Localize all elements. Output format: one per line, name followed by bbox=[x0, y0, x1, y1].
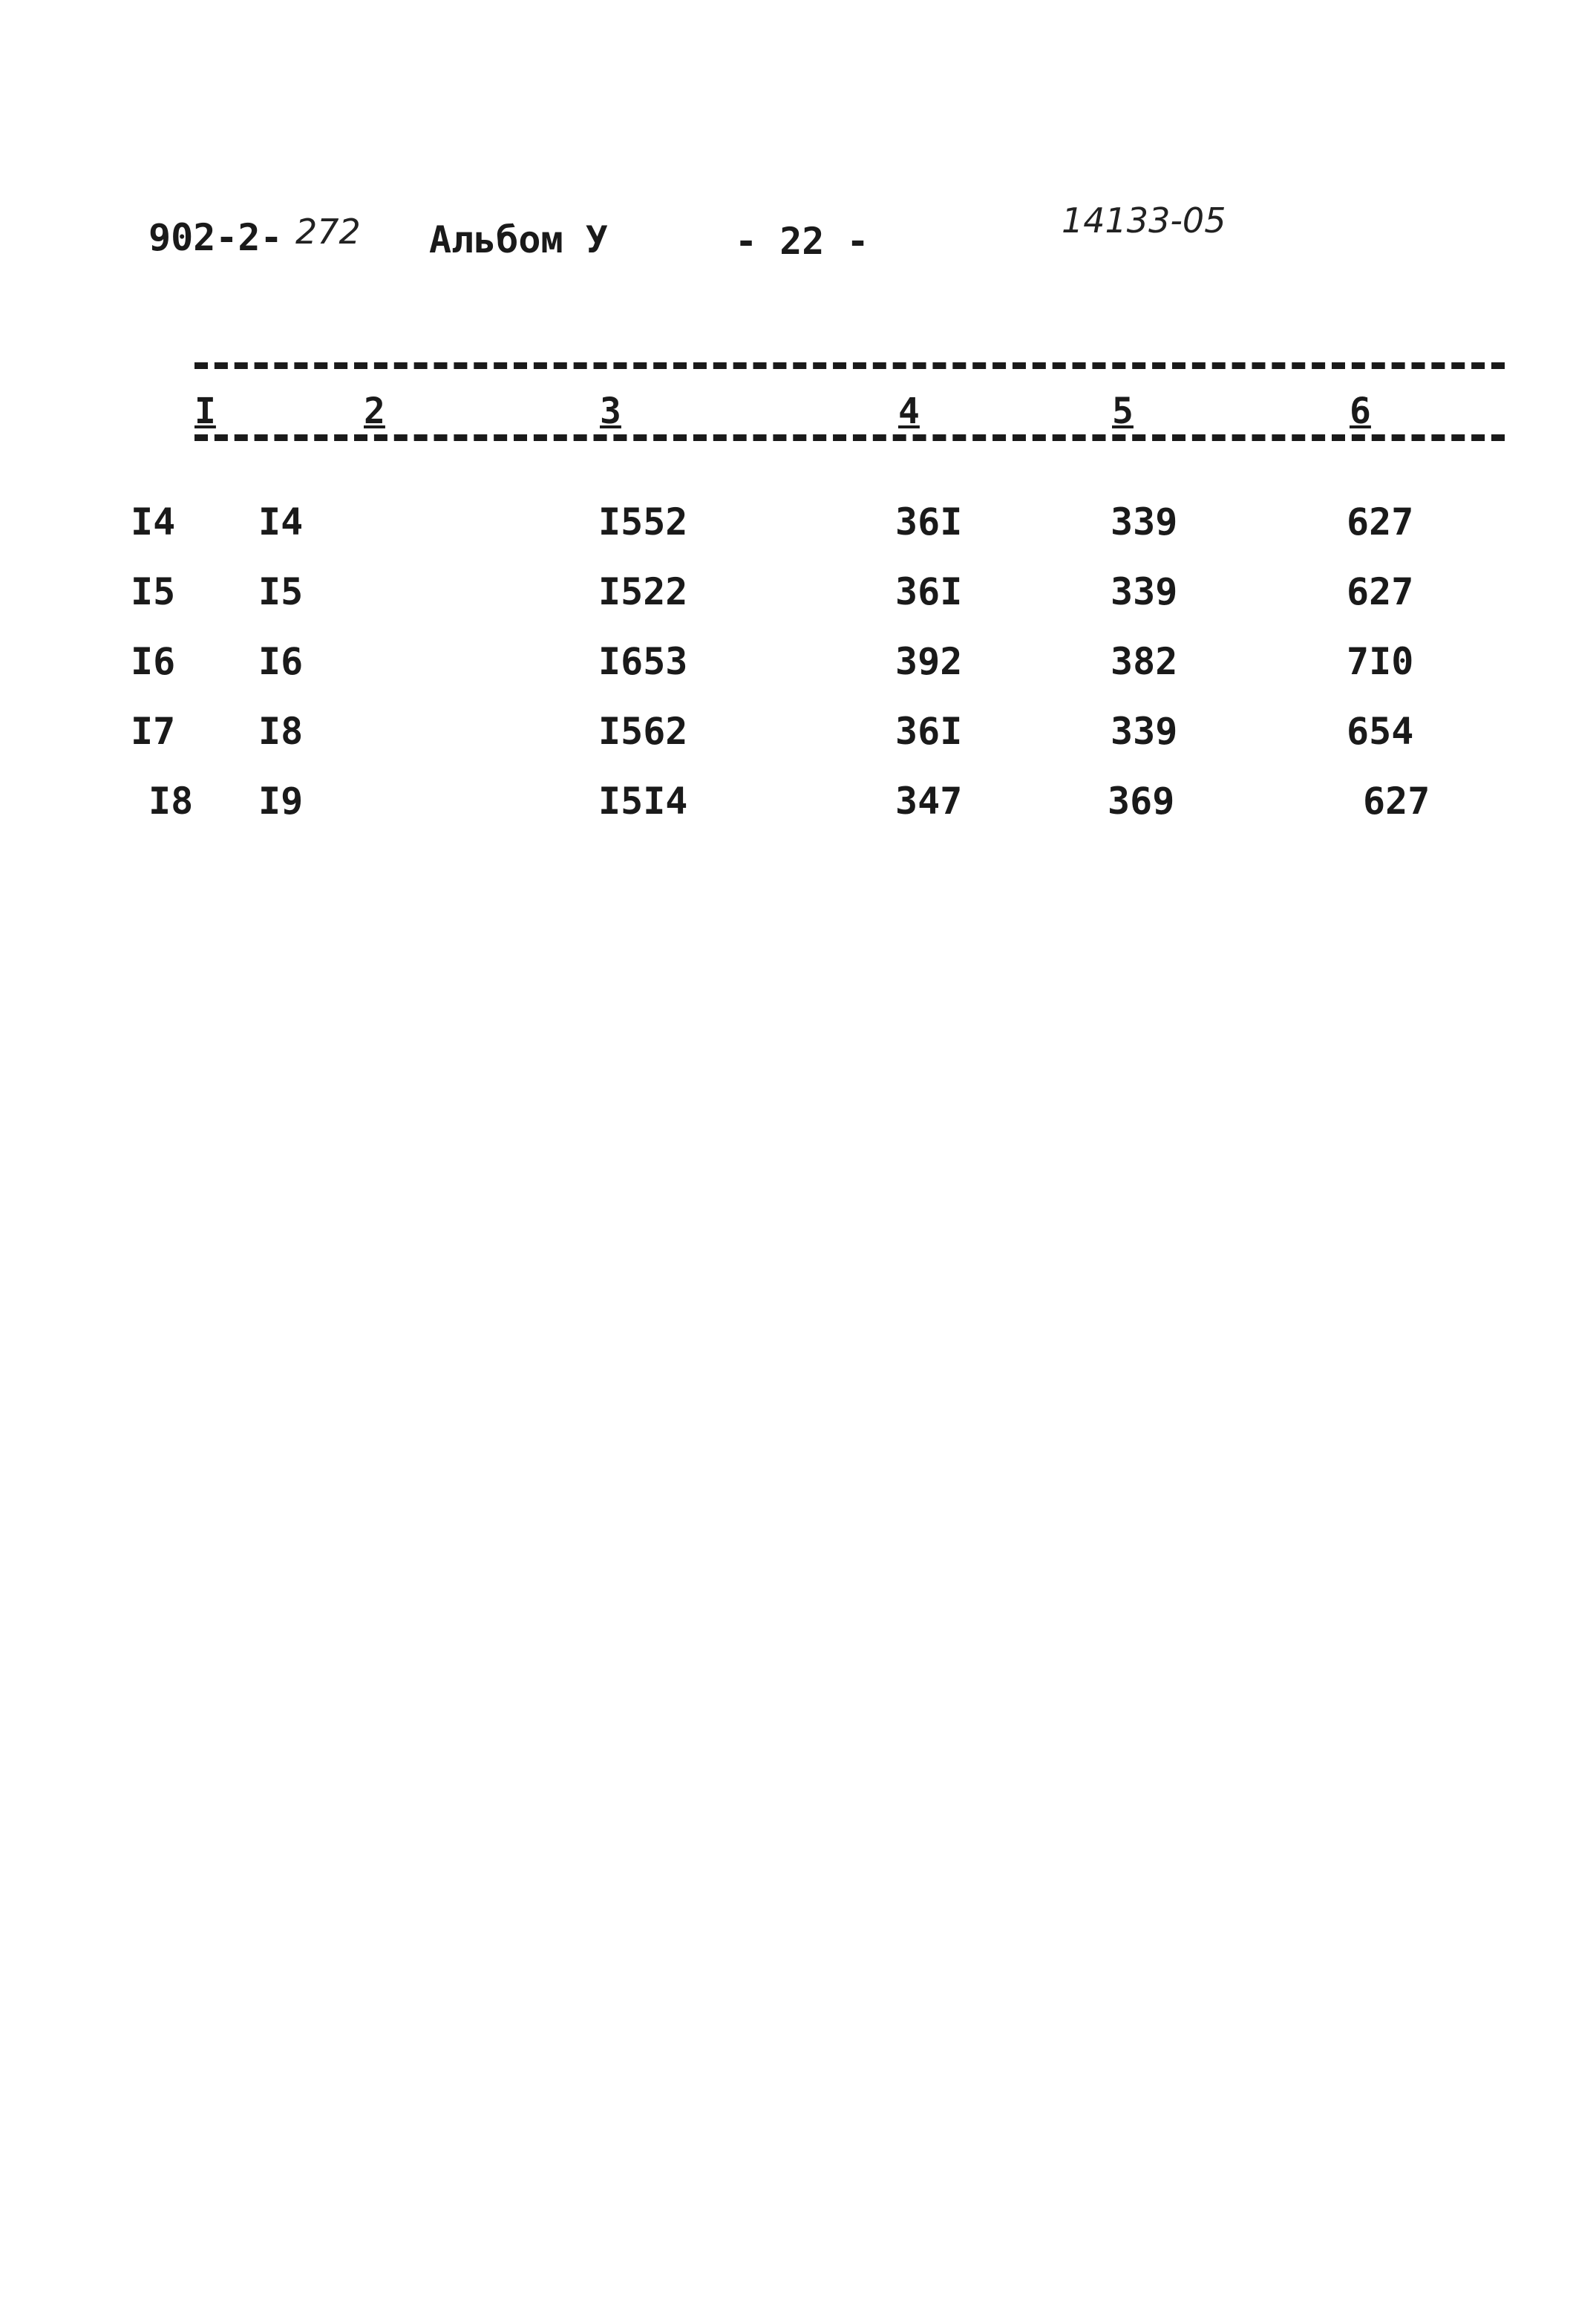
table-cell: 36I bbox=[895, 500, 963, 544]
page-number: - 22 - bbox=[735, 220, 869, 263]
table-cell: 36I bbox=[895, 710, 963, 753]
table-cell: 627 bbox=[1347, 500, 1414, 544]
album-label: Альбом У bbox=[429, 218, 608, 261]
table-cell: I8 bbox=[148, 780, 194, 823]
table-cell: I7 bbox=[131, 710, 176, 753]
table-cell: 36I bbox=[895, 570, 963, 613]
column-number-4: 4 bbox=[898, 391, 920, 432]
table-cell: 339 bbox=[1111, 570, 1178, 613]
table-cell: I4 bbox=[258, 500, 304, 544]
table-cell: I522 bbox=[598, 570, 688, 613]
table-cell: 7I0 bbox=[1347, 640, 1414, 683]
column-number-6: 6 bbox=[1350, 391, 1371, 432]
column-number-5: 5 bbox=[1112, 391, 1134, 432]
table-cell: I8 bbox=[258, 710, 304, 753]
table-cell: I6 bbox=[258, 640, 304, 683]
column-number-2: 2 bbox=[364, 391, 385, 432]
handwritten-reference: 14133-05 bbox=[1062, 200, 1226, 241]
table-cell: 339 bbox=[1111, 710, 1178, 753]
table-cell: 627 bbox=[1363, 780, 1430, 823]
table-cell: 627 bbox=[1347, 570, 1414, 613]
table-cell: I4 bbox=[131, 500, 176, 544]
table-cell: 654 bbox=[1347, 710, 1414, 753]
table-cell: I562 bbox=[598, 710, 688, 753]
table-cell: 369 bbox=[1108, 780, 1175, 823]
table-cell: I6 bbox=[131, 640, 176, 683]
table-top-rule bbox=[194, 362, 1505, 369]
table-cell: I9 bbox=[258, 780, 304, 823]
column-number-1: I bbox=[194, 391, 216, 432]
doc-code-handwritten: 272 bbox=[295, 212, 361, 252]
table-cell: I5 bbox=[131, 570, 176, 613]
table-cell: 339 bbox=[1111, 500, 1178, 544]
table-cell: 392 bbox=[895, 640, 963, 683]
table-cell: I5 bbox=[258, 570, 304, 613]
table-cell: 382 bbox=[1111, 640, 1178, 683]
table-cell: I552 bbox=[598, 500, 688, 544]
table-header-rule bbox=[194, 434, 1505, 441]
column-number-3: 3 bbox=[600, 391, 621, 432]
doc-code-prefix: 902-2- bbox=[148, 216, 283, 259]
table-cell: I5I4 bbox=[598, 780, 688, 823]
table-cell: I653 bbox=[598, 640, 688, 683]
table-cell: 347 bbox=[895, 780, 963, 823]
